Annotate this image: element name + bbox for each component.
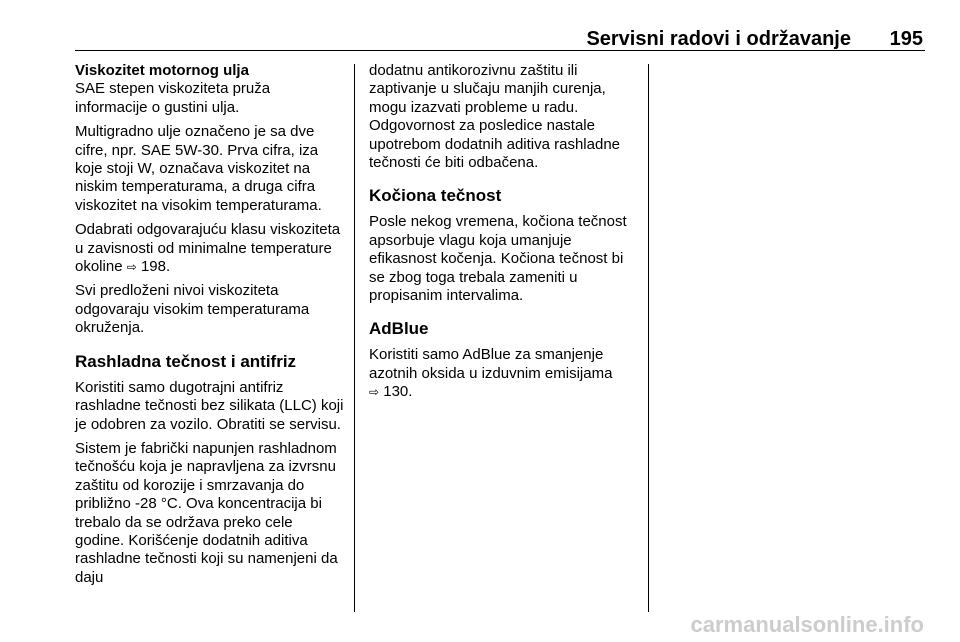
page-title: Servisni radovi i održavanje bbox=[586, 28, 851, 50]
paragraph-with-reference bbox=[75, 221, 345, 276]
watermark: carmanualsonline.info bbox=[690, 612, 924, 637]
arrow-reference-icon: ⇨ bbox=[369, 385, 380, 400]
subheading-viscosity: Viskozitet motornog ulja bbox=[75, 62, 249, 79]
column-divider bbox=[354, 64, 355, 612]
header-rule bbox=[75, 50, 925, 51]
paragraph-text: Koristiti samo AdBlue za smanjenje azotnih oksida u izduvnim emisijama bbox=[369, 346, 613, 382]
paragraph: Koristiti samo dugotrajni antifriz rashladne tečnosti bez silikata (LLC) koji je odobren za vozilo. Obratiti se servisu. bbox=[75, 378, 344, 433]
paragraph: dodatnu antikorozivnu zaštitu ili zaptivanje u slučaju manjih curenja, mogu izazvati probleme u radu. Odgovornost za posledice nastale upotrebom dodatnih aditiva rashladne tečnosti će biti odbačena. bbox=[369, 62, 621, 172]
paragraph: Svi predloženi nivoi viskoziteta odgovaraju visokim temperaturama okruženja. bbox=[75, 282, 310, 337]
section-heading-coolant: Rashladna tečnost i antifriz bbox=[75, 351, 297, 371]
page-reference-link[interactable]: 130. bbox=[383, 383, 413, 401]
paragraph: Posle nekog vremena, kočiona tečnost apsorbuje vlagu koja umanjuje efikasnost kočenja. Kočiona tečnost bi se zbog toga trebala zameniti u propisanim intervalima. bbox=[369, 213, 627, 305]
page-header bbox=[75, 20, 925, 50]
column-divider bbox=[648, 64, 649, 612]
paragraph-text: Odabrati odgovarajuću klasu viskoziteta u zavisnosti od minimalne temperature okoline bbox=[75, 221, 341, 276]
paragraph-with-reference bbox=[369, 346, 639, 401]
paragraph: Multigradno ulje označeno je sa dve cifre, npr. SAE 5W-30. Prva cifra, iza koje stoji W, označava viskozitet na niskim temperaturama, a druga cifra viskozitet na visokim temperaturama. bbox=[75, 123, 322, 214]
arrow-reference-icon: ⇨ bbox=[126, 260, 137, 275]
page-number: 195 bbox=[889, 28, 923, 50]
section-heading-brake-fluid: Kočiona tečnost bbox=[369, 186, 502, 206]
left-column bbox=[75, 62, 345, 593]
paragraph: SAE stepen viskoziteta pruža informacije o gustini ulja. bbox=[75, 80, 271, 116]
section-heading-adblue: AdBlue bbox=[369, 319, 429, 339]
paragraph: Sistem je fabrički napunjen rashladnom tečnošću koja je napravljena za izvrsnu zaštitu od korozije i smrzavanja do približno -28 °C. Ova koncentracija bi trebalo da se održava preko cele godine. Korišćenje dodatnih aditiva rashladne tečnosti koji su namenjeni da daju bbox=[75, 439, 338, 586]
right-column bbox=[369, 62, 639, 408]
page-reference-link[interactable]: 198. bbox=[140, 258, 171, 276]
